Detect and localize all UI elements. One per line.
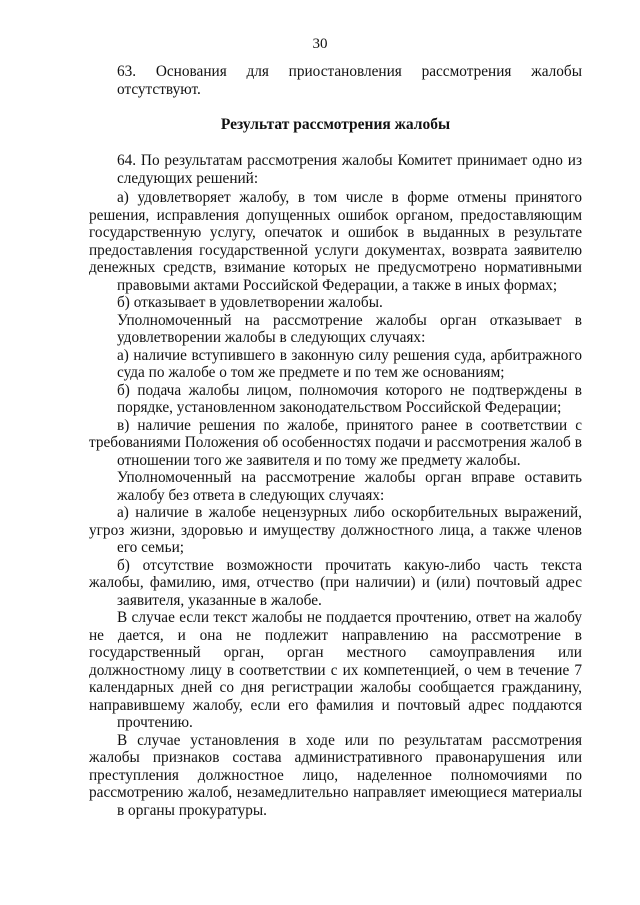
text-line: б) отсутствие возможности прочитать какую-либо часть текста: [117, 556, 582, 574]
paragraph: [89, 294, 582, 312]
text-line: жалобы, фамилию, имя, отчество (при наличии) и (или) почтовый адрес: [89, 574, 582, 591]
paragraph: [89, 732, 582, 820]
paragraph: [89, 609, 582, 732]
paragraph: [89, 189, 582, 294]
section-heading: Результат рассмотрения жалобы: [220, 116, 451, 133]
text-line: заявителя, указанные в жалобе.: [117, 591, 322, 609]
text-line: 64. По результатам рассмотрения жалобы Комитет принимает одно из: [117, 152, 582, 169]
text-line: денежных средств, взимание которых не предусмотрено нормативными: [89, 259, 582, 276]
paragraph: [89, 382, 582, 417]
text-line: жалобу без ответа в следующих случаях:: [117, 486, 385, 504]
paragraph: [89, 469, 582, 504]
paragraph: [89, 347, 582, 382]
text-line: требованиями Положения об особенностях подачи и рассмотрения жалоб в: [89, 434, 582, 451]
text-line: б) подача жалобы лицом, полномочия которого не подтверждены в: [117, 381, 582, 399]
text-line: не дается, и она не подлежит направлению на рассмотрение в: [89, 626, 582, 644]
text-line: отсутствуют.: [117, 80, 201, 98]
text-line: жалобы признаков состава административного правонарушения или: [89, 749, 582, 766]
text-line: государственный орган, орган местного самоуправления или: [89, 644, 582, 661]
text-line: угроз жизни, здоровью и имуществу должностного лица, а также членов: [89, 521, 582, 539]
paragraph: [89, 152, 582, 187]
text-line: удовлетворении жалобы в следующих случаях:: [117, 329, 426, 346]
paragraph: [89, 417, 582, 470]
text-line: преступления должностное лицо, наделенное полномочиями по: [89, 766, 582, 784]
text-line: Уполномоченный на рассмотрение жалобы орган отказывает в: [117, 311, 582, 329]
paragraph: [89, 312, 582, 347]
paragraph-63: [89, 63, 582, 98]
text-line: В случае установления в ходе или по результатам рассмотрения: [117, 731, 582, 749]
paragraph-list: [89, 152, 582, 819]
text-line: рассмотрению жалоб, незамедлительно направляет имеющиеся материалы: [89, 784, 582, 801]
text-line: а) удовлетворяет жалобу, в том числе в форме отмены принятого: [117, 189, 582, 206]
text-line: 63. Основания для приостановления рассмотрения жалобы: [117, 63, 582, 80]
text-line: а) наличие в жалобе нецензурных либо оскорбительных выражений,: [117, 504, 582, 521]
text-line: должностному лицу в соответствии с их компетенцией, о чем в течение 7: [89, 661, 582, 679]
text-line: государственную услугу, опечаток и ошибок в выданных в результате: [89, 224, 582, 241]
text-line: суда по жалобе о том же предмете и по тем же основаниям;: [117, 364, 505, 381]
text-line: прочтению.: [117, 714, 193, 731]
paragraph: [89, 504, 582, 557]
text-line: в) наличие решения по жалобе, принятого ранее в соответствии с: [117, 416, 582, 434]
text-line: порядке, установленном законодательством Российской Федерации;: [117, 399, 562, 416]
text-line: б) отказывает в удовлетворении жалобы.: [117, 294, 383, 311]
text-line: в органы прокуратуры.: [117, 801, 267, 819]
text-line: следующих решений:: [117, 169, 259, 187]
paragraph: [89, 557, 582, 610]
text-line: правовыми актами Российской Федерации, а также в иных формах;: [117, 276, 558, 294]
text-line: его семьи;: [117, 539, 185, 556]
document-body: [89, 63, 582, 819]
text-line: решения, исправления допущенных ошибок органом, предоставляющим: [89, 206, 582, 224]
text-line: отношении того же заявителя и по тому же предмету жалобы.: [117, 451, 521, 469]
page-number: 30: [312, 36, 328, 52]
text-line: В случае если текст жалобы не поддается прочтению, ответ на жалобу: [117, 609, 582, 626]
text-line: а) наличие вступившего в законную силу решения суда, арбитражного: [117, 346, 582, 364]
text-line: календарных дней со дня регистрации жалобы сообщается гражданину,: [89, 679, 582, 696]
text-line: направившему жалобу, если его фамилия и почтовый адрес поддаются: [89, 696, 582, 714]
text-line: предоставления государственной услуги документах, возврата заявителю: [89, 241, 582, 259]
text-line: Уполномоченный на рассмотрение жалобы орган вправе оставить: [117, 469, 582, 486]
